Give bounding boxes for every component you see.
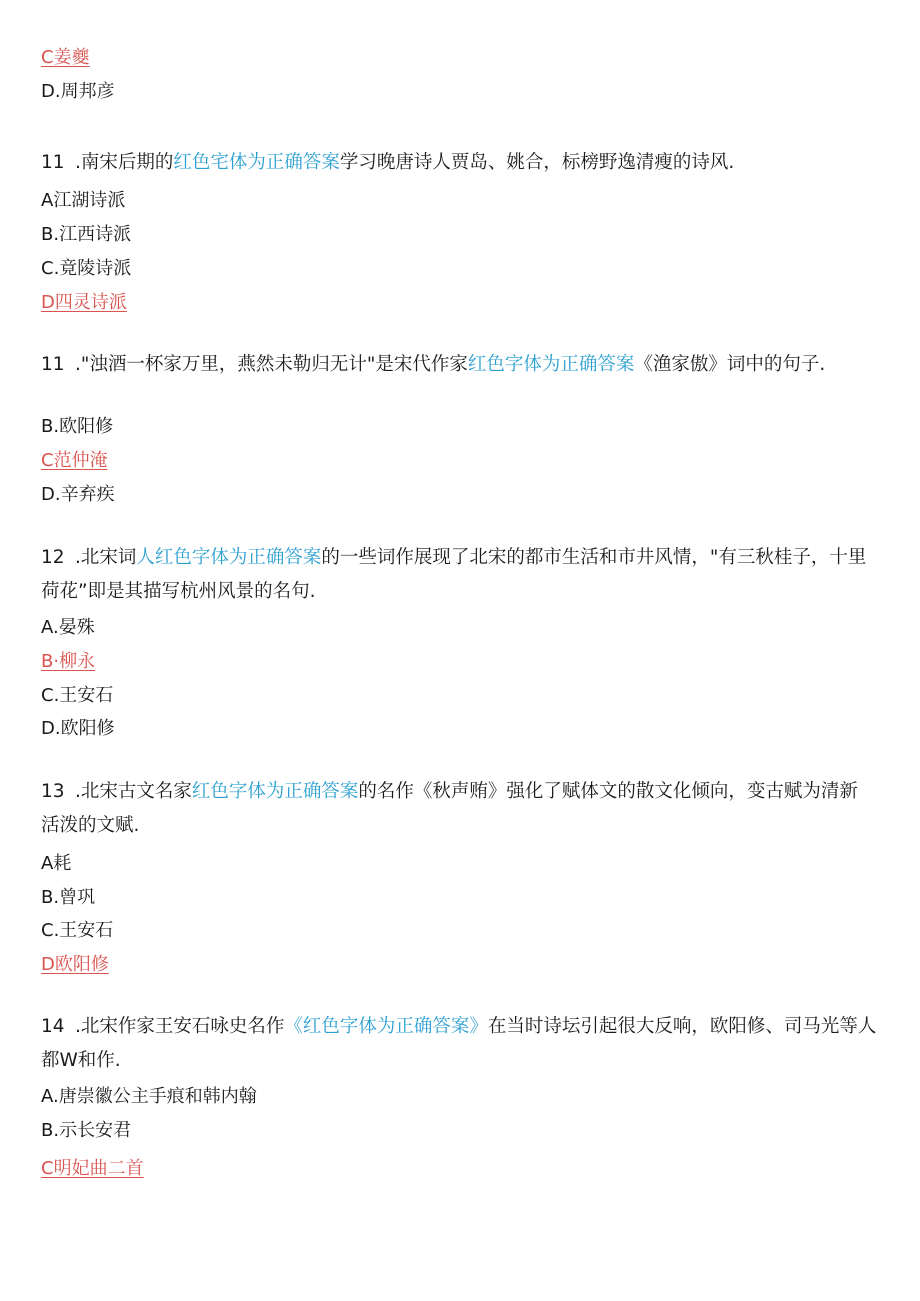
question-12-continuation: 荷花”即是其描写杭州风景的名句.: [41, 581, 316, 602]
option-c-correct: C范仲淹: [41, 450, 108, 471]
question-number: 14: [41, 1016, 65, 1037]
option-a: A耗: [41, 853, 72, 874]
option-d: D.周邦彦: [41, 81, 115, 102]
option-c: C.王安石: [41, 685, 114, 706]
question-13-continuation: 活泼的文赋.: [41, 815, 140, 836]
question-text-pre: .北宋作家王安石咏史名作: [75, 1016, 285, 1037]
option-d-correct: D四灵诗派: [41, 292, 127, 313]
question-number: 13: [41, 781, 65, 802]
option-c: C.王安石: [41, 920, 114, 941]
option-c: C.竟陵诗派: [41, 258, 132, 279]
answer-blank: 红色字体为正确答案: [191, 781, 359, 802]
question-11a: [41, 151, 734, 175]
option-c-correct: C姜夔: [41, 47, 90, 68]
question-14: [41, 1015, 876, 1039]
question-14-continuation: 都W和作.: [41, 1050, 121, 1071]
question-text-post: 《渔家傲》词中的句子.: [634, 354, 826, 375]
question-number: 11: [41, 152, 65, 173]
question-text-pre: .北宋词: [75, 547, 137, 568]
option-d: D.辛弃疾: [41, 484, 115, 505]
answer-blank: 《红色字体为正确答案》: [284, 1016, 488, 1037]
question-number: 12: [41, 547, 65, 568]
option-c-correct: C明妃曲二首: [41, 1158, 144, 1179]
question-number: 11: [41, 354, 65, 375]
question-text-pre: .南宋后期的: [75, 152, 174, 173]
option-d: D.欧阳修: [41, 718, 115, 739]
question-text-pre: .北宋古文名家: [75, 781, 192, 802]
option-d-correct: D欧阳修: [41, 954, 109, 975]
question-12: [41, 546, 866, 570]
option-b-correct: B·柳永: [41, 651, 96, 672]
answer-blank: 红色宅体为正确答案: [173, 152, 340, 173]
question-11b: [41, 353, 825, 377]
question-text-post: 的名作《秋声贿》强化了赋体文的散文化倾向，变古赋为清新: [358, 781, 858, 802]
question-text-post: 的一些词作展现了北宋的都市生活和市井风情，"有三秋桂子，十里: [321, 547, 867, 568]
option-b: B.欧阳修: [41, 416, 114, 437]
question-text-pre: ."浊酒一杯家万里，燕然未勒归无计"是宋代作家: [75, 354, 468, 375]
option-b: B.曾巩: [41, 887, 96, 908]
option-b: B.示长安君: [41, 1120, 132, 1141]
option-b: B.江西诗派: [41, 224, 132, 245]
answer-blank: 人红色字体为正确答案: [136, 547, 322, 568]
question-13: [41, 780, 858, 804]
answer-blank: 红色字体为正确答案: [467, 354, 635, 375]
question-text-post: 在当时诗坛引起很大反响，欧阳修、司马光等人: [487, 1016, 877, 1037]
option-a: A江湖诗派: [41, 190, 126, 211]
option-a: A.唐崇徽公主手痕和韩内翰: [41, 1086, 257, 1107]
option-a: A.晏殊: [41, 617, 95, 638]
question-text-post: 学习晚唐诗人贾岛、姚合，标榜野逸清瘦的诗风.: [339, 152, 735, 173]
